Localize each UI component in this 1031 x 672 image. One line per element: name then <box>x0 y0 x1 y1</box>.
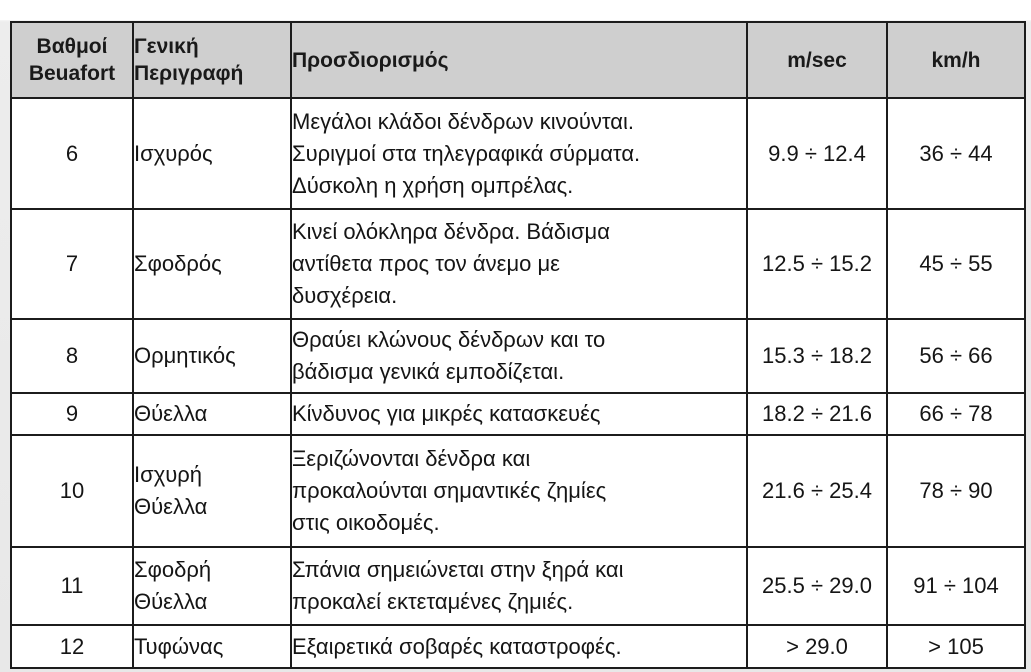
header-grade <box>11 22 133 98</box>
grade-cell: 8 <box>11 319 133 393</box>
specification-line: Συριγμοί στα τηλεγραφικά σύρματα. <box>292 140 641 166</box>
kmh-cell: 91 ÷ 104 <box>887 547 1025 625</box>
header-description <box>133 22 291 98</box>
specification-line: Κινεί ολόκληρα δένδρα. Βάδισμα <box>292 219 610 244</box>
description-line: Θύελλα <box>134 494 208 519</box>
specification-line: αντίθετα προς τον άνεμο με <box>292 251 560 276</box>
header-grade-line-1: Βαθμοί <box>36 35 108 58</box>
description-line: Θύελλα <box>134 401 208 426</box>
specification-cell <box>291 209 747 319</box>
description-cell <box>133 547 291 625</box>
specification-line: προκαλεί εκτεταμένες ζημιές. <box>292 589 574 614</box>
description-cell <box>133 319 291 393</box>
specification-cell <box>291 393 747 435</box>
table-row <box>11 393 1025 435</box>
ms-cell: 15.3 ÷ 18.2 <box>747 319 887 393</box>
specification-cell <box>291 547 747 625</box>
grade-cell: 11 <box>11 547 133 625</box>
description-cell <box>133 393 291 435</box>
kmh-cell: 36 ÷ 44 <box>887 98 1025 209</box>
specification-line: προκαλούνται σημαντικές ζημίες <box>292 478 607 503</box>
specification-line: Κίνδυνος για μικρές κατασκευές <box>292 401 601 426</box>
ms-cell: > 29.0 <box>747 625 887 668</box>
specification-cell <box>291 435 747 547</box>
specification-line: Θραύει κλώνους δένδρων και το <box>292 327 606 352</box>
specification-line: Σπάνια σημειώνεται στην ξηρά και <box>292 557 624 582</box>
specification-line: βάδισμα γενικά εμποδίζεται. <box>292 359 565 384</box>
grade-cell: 6 <box>11 98 133 209</box>
description-line: Ισχυρή <box>134 462 203 487</box>
specification-line: Μεγάλοι κλάδοι δένδρων κινούνται. <box>292 108 634 134</box>
specification-line: δυσχέρεια. <box>292 283 398 308</box>
kmh-cell: 45 ÷ 55 <box>887 209 1025 319</box>
table-row <box>11 435 1025 547</box>
ms-cell: 9.9 ÷ 12.4 <box>747 98 887 209</box>
table-row <box>11 209 1025 319</box>
description-cell <box>133 98 291 209</box>
specification-line: Ξεριζώνονται δένδρα και <box>292 446 531 471</box>
table-row <box>11 319 1025 393</box>
description-line: Ισχυρός <box>134 140 213 166</box>
header-specification: Προσδιορισμός <box>291 22 747 98</box>
header-description-line-1: Γενική <box>134 35 199 58</box>
header-ms: m/sec <box>747 22 887 98</box>
description-line: Σφοδρός <box>134 251 222 276</box>
specification-line: στις οικοδομές. <box>292 510 440 535</box>
description-line: Σφοδρή <box>134 557 212 582</box>
kmh-cell: 56 ÷ 66 <box>887 319 1025 393</box>
specification-cell <box>291 98 747 209</box>
beaufort-scale-table <box>10 21 1026 669</box>
description-line: Τυφώνας <box>134 633 224 659</box>
header-row <box>11 22 1025 98</box>
ms-cell: 18.2 ÷ 21.6 <box>747 393 887 435</box>
specification-line: Εξαιρετικά σοβαρές καταστροφές. <box>292 633 622 659</box>
description-cell <box>133 625 291 668</box>
grade-cell: 9 <box>11 393 133 435</box>
grade-cell: 7 <box>11 209 133 319</box>
ms-cell: 12.5 ÷ 15.2 <box>747 209 887 319</box>
description-cell <box>133 209 291 319</box>
description-cell <box>133 435 291 547</box>
kmh-cell: 78 ÷ 90 <box>887 435 1025 547</box>
kmh-cell: > 105 <box>887 625 1025 668</box>
specification-line: Δύσκολη η χρήση ομπρέλας. <box>292 172 574 198</box>
specification-cell <box>291 319 747 393</box>
table-row <box>11 625 1025 668</box>
specification-cell <box>291 625 747 668</box>
table-body <box>11 98 1025 668</box>
header-kmh: km/h <box>887 22 1025 98</box>
description-line: Ορμητικός <box>134 343 236 368</box>
header-grade-line-2: Beuafort <box>28 62 116 85</box>
table-row <box>11 98 1025 209</box>
table-header <box>11 22 1025 98</box>
header-description-line-2: Περιγραφή <box>134 62 244 85</box>
description-line: Θύελλα <box>134 589 208 614</box>
grade-cell: 10 <box>11 435 133 547</box>
top-margin <box>0 0 1031 20</box>
ms-cell: 21.6 ÷ 25.4 <box>747 435 887 547</box>
grade-cell: 12 <box>11 625 133 668</box>
kmh-cell: 66 ÷ 78 <box>887 393 1025 435</box>
ms-cell: 25.5 ÷ 29.0 <box>747 547 887 625</box>
table-row <box>11 547 1025 625</box>
